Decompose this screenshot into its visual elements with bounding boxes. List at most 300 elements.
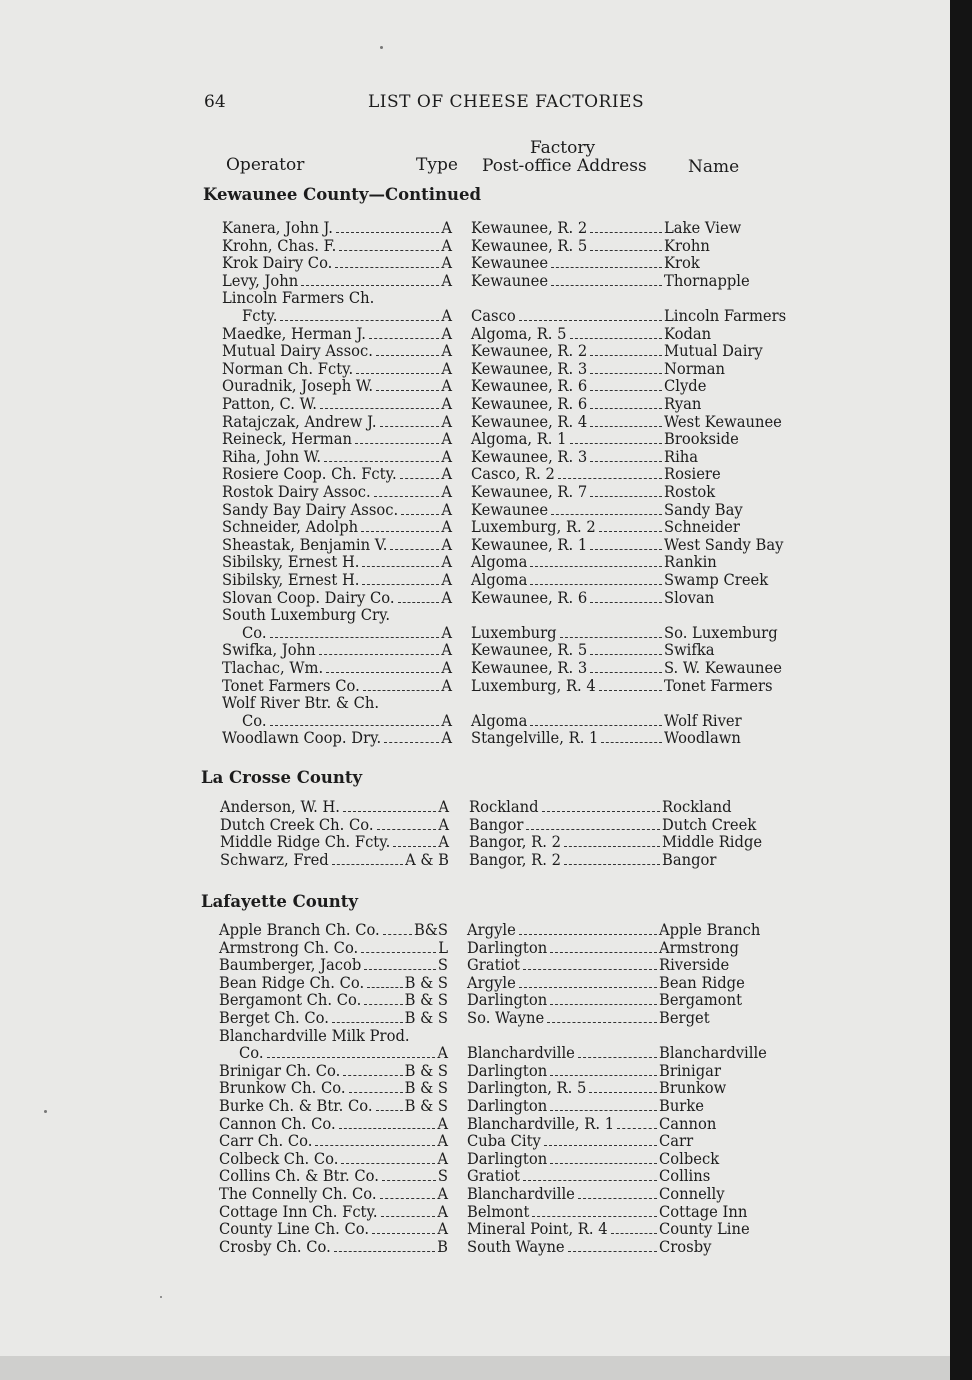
factory-name: Krohn xyxy=(664,235,710,255)
leader-dots xyxy=(551,274,662,286)
leader-dots xyxy=(558,467,662,479)
leader-dots xyxy=(376,379,439,391)
operator-name: Krok Dairy Co. xyxy=(222,253,333,273)
operator-name: Lincoln Farmers Ch. xyxy=(222,288,375,308)
post-office-address: Blanchardville xyxy=(467,1043,575,1063)
leader-dots xyxy=(362,555,439,567)
factory-type: A xyxy=(441,323,452,343)
leader-dots xyxy=(280,309,439,321)
factory-name: Bergamont xyxy=(659,990,742,1010)
factory-name: Krok xyxy=(664,253,700,273)
factory-type: A xyxy=(441,552,452,572)
leader-dots xyxy=(336,221,439,233)
leader-dots xyxy=(551,503,662,515)
leader-dots xyxy=(349,1081,403,1093)
leader-dots xyxy=(530,555,662,567)
factory-type: A xyxy=(438,832,449,852)
factory-type: A xyxy=(441,710,452,730)
post-office-address: Kewaunee, R. 1 xyxy=(471,534,588,554)
post-office-address: Algoma, R. 1 xyxy=(471,429,567,449)
factory-type: A xyxy=(441,728,452,748)
leader-dots xyxy=(384,731,439,743)
factory-name: Riha xyxy=(664,446,699,466)
leader-dots xyxy=(382,1169,436,1181)
post-office-address: South Wayne xyxy=(467,1236,565,1256)
factory-type: A xyxy=(438,797,449,816)
post-office-address: Algoma xyxy=(471,552,528,572)
factory-name: Woodlawn xyxy=(664,728,741,748)
page-number: 64 xyxy=(204,92,226,112)
factory-name: Carr xyxy=(659,1131,694,1151)
factory-type: A xyxy=(441,218,452,237)
column-header-post-office: Post-office Address xyxy=(482,156,647,176)
leader-dots xyxy=(380,415,440,427)
operator-name: Crosby Ch. Co. xyxy=(219,1236,331,1256)
factory-type: B & S xyxy=(404,1078,448,1098)
operator-name: Sandy Bay Dairy Assoc. xyxy=(222,499,399,519)
leader-dots xyxy=(376,344,439,356)
leader-dots xyxy=(332,853,403,865)
scan-border xyxy=(950,0,972,1380)
factory-name: Thornapple xyxy=(664,270,750,290)
post-office-address: Kewaunee, R. 2 xyxy=(471,218,588,237)
post-office-address: Bangor xyxy=(469,814,524,834)
leader-dots xyxy=(590,485,662,497)
operator-name: Baumberger, Jacob xyxy=(219,955,362,975)
leader-dots xyxy=(519,923,657,935)
leader-dots xyxy=(590,362,662,374)
operator-name: Apple Branch Ch. Co. xyxy=(219,920,380,939)
leader-dots xyxy=(401,503,439,515)
factory-type: A xyxy=(441,306,452,325)
operator-name: Levy, John xyxy=(222,270,299,290)
operator-name: Bergamont Ch. Co. xyxy=(219,990,362,1010)
leader-dots xyxy=(544,1134,657,1146)
leader-dots xyxy=(380,1187,436,1199)
operator-name: Brinigar Ch. Co. xyxy=(219,1060,341,1080)
post-office-address: Bangor, R. 2 xyxy=(469,832,561,852)
factory-name: Mutual Dairy xyxy=(664,341,763,361)
factory-type: A xyxy=(441,675,452,695)
operator-name: Norman Ch. Fcty. xyxy=(222,358,354,378)
post-office-address: Algoma xyxy=(471,710,528,730)
factory-name: Apple Branch xyxy=(659,920,761,939)
factory-type: A xyxy=(441,587,452,607)
factory-name: Connelly xyxy=(659,1184,725,1203)
leader-dots xyxy=(526,818,660,830)
scan-border xyxy=(0,1356,950,1380)
post-office-address: Darlington xyxy=(467,1096,548,1115)
post-office-address: Kewaunee, R. 5 xyxy=(471,640,588,660)
factory-type: A & B xyxy=(405,849,449,869)
operator-name: Wolf River Btr. & Ch. xyxy=(222,693,380,713)
factory-type: A xyxy=(441,235,452,255)
leader-dots xyxy=(301,274,439,286)
factory-name: County Line xyxy=(659,1219,750,1239)
leader-dots xyxy=(383,923,412,935)
factory-type: B&S xyxy=(413,920,448,939)
section-title: La Crosse County xyxy=(201,768,363,787)
factory-type: B xyxy=(437,1236,448,1256)
operator-name: County Line Ch. Co. xyxy=(219,1219,370,1239)
operator-name: Burke Ch. & Btr. Co. xyxy=(219,1096,373,1115)
factory-type: B & S xyxy=(404,1060,448,1080)
leader-dots xyxy=(519,309,662,321)
post-office-address: Argyle xyxy=(467,972,516,992)
operator-name: Krohn, Chas. F. xyxy=(222,235,337,255)
leader-dots xyxy=(390,538,439,550)
post-office-address: Kewaunee, R. 2 xyxy=(471,341,588,361)
factory-type: S xyxy=(437,955,448,975)
factory-name: Cottage Inn xyxy=(659,1201,748,1221)
operator-name: Schwarz, Fred xyxy=(220,849,329,869)
factory-name: Bangor xyxy=(662,849,717,869)
factory-name: Burke xyxy=(659,1096,704,1115)
operator-name: Brunkow Ch. Co. xyxy=(219,1078,346,1098)
operator-name: Swifka, John xyxy=(222,640,316,660)
factory-name: S. W. Kewaunee xyxy=(664,658,782,677)
operator-name: Cannon Ch. Co. xyxy=(219,1113,336,1133)
post-office-address: Kewaunee, R. 3 xyxy=(471,358,588,378)
leader-dots xyxy=(369,327,439,339)
leader-dots xyxy=(601,731,662,743)
post-office-address: Belmont xyxy=(467,1201,530,1221)
leader-dots xyxy=(315,1134,435,1146)
factory-name: Clyde xyxy=(664,376,707,396)
leader-dots xyxy=(568,1240,657,1252)
leader-dots xyxy=(599,520,662,532)
leader-dots xyxy=(560,626,662,638)
leader-dots xyxy=(590,397,662,409)
factory-name: Brinigar xyxy=(659,1060,721,1080)
operator-name: Riha, John W. xyxy=(222,446,322,466)
post-office-address: Cuba City xyxy=(467,1131,541,1151)
leader-dots xyxy=(530,573,662,585)
leader-dots xyxy=(617,1117,657,1129)
leader-dots xyxy=(550,1152,657,1164)
post-office-address: Kewaunee xyxy=(471,253,549,273)
factory-type: B & S xyxy=(404,990,448,1010)
leader-dots xyxy=(377,818,437,830)
operator-name: Sibilsky, Ernest H. xyxy=(222,552,360,572)
post-office-address: Stangelville, R. 1 xyxy=(471,728,599,748)
factory-type: A xyxy=(441,640,452,660)
factory-type: A xyxy=(437,1219,448,1239)
post-office-address: Luxemburg xyxy=(471,622,557,642)
post-office-address: Casco, R. 2 xyxy=(471,464,555,484)
factory-name: Lake View xyxy=(664,218,742,237)
leader-dots xyxy=(381,1205,436,1217)
operator-name: Armstrong Ch. Co. xyxy=(219,937,359,957)
post-office-address: Darlington xyxy=(467,1060,548,1080)
leader-dots xyxy=(361,941,436,953)
leader-dots xyxy=(532,1205,657,1217)
factory-name: Brunkow xyxy=(659,1078,727,1098)
factory-type: A xyxy=(441,376,452,396)
operator-name: Maedke, Herman J. xyxy=(222,323,366,343)
leader-dots xyxy=(339,239,439,251)
paper-speck xyxy=(160,1296,162,1298)
operator-name-continued: Co. xyxy=(242,710,267,730)
leader-dots xyxy=(364,958,436,970)
post-office-address: Darlington, R. 5 xyxy=(467,1078,587,1098)
leader-dots xyxy=(590,450,662,462)
leader-dots xyxy=(590,591,662,603)
leader-dots xyxy=(590,379,662,391)
factory-name: Schneider xyxy=(664,517,740,537)
post-office-address: Blanchardville xyxy=(467,1184,575,1203)
leader-dots xyxy=(590,661,662,673)
column-header-type: Type xyxy=(416,155,458,175)
leader-dots xyxy=(599,679,662,691)
leader-dots xyxy=(320,397,439,409)
operator-name: Cottage Inn Ch. Fcty. xyxy=(219,1201,378,1221)
leader-dots xyxy=(590,643,662,655)
leader-dots xyxy=(374,485,440,497)
factory-name: Dutch Creek xyxy=(662,814,757,834)
factory-type: A xyxy=(441,570,452,589)
leader-dots xyxy=(564,853,660,865)
factory-name: Crosby xyxy=(659,1236,712,1256)
leader-dots xyxy=(570,327,662,339)
leader-dots xyxy=(355,432,439,444)
leader-dots xyxy=(564,835,660,847)
factory-name: Berget xyxy=(659,1008,710,1027)
leader-dots xyxy=(356,362,439,374)
leader-dots xyxy=(363,679,440,691)
leader-dots xyxy=(343,800,436,812)
factory-name: Lincoln Farmers xyxy=(664,306,787,325)
factory-type: B & S xyxy=(404,1096,448,1115)
leader-dots xyxy=(542,800,660,812)
factory-type: S xyxy=(437,1166,448,1186)
operator-name: Kanera, John J. xyxy=(222,218,333,237)
factory-name: West Sandy Bay xyxy=(664,534,784,554)
factory-type: A xyxy=(441,358,452,378)
factory-name: Sandy Bay xyxy=(664,499,743,519)
post-office-address: Kewaunee, R. 6 xyxy=(471,376,588,396)
section-title: Kewaunee County—Continued xyxy=(203,185,481,204)
leader-dots xyxy=(590,221,662,233)
leader-dots xyxy=(376,1099,403,1111)
leader-dots xyxy=(267,1046,436,1058)
leader-dots xyxy=(393,835,436,847)
operator-name: Dutch Creek Ch. Co. xyxy=(220,814,374,834)
leader-dots xyxy=(335,256,439,268)
leader-dots xyxy=(550,993,657,1005)
factory-name: Rankin xyxy=(664,552,717,572)
factory-type: A xyxy=(441,253,452,273)
leader-dots xyxy=(590,239,662,251)
operator-name: South Luxemburg Cry. xyxy=(222,605,391,625)
leader-dots xyxy=(578,1187,657,1199)
page-title: LIST OF CHEESE FACTORIES xyxy=(368,92,645,112)
factory-name: Blanchardville xyxy=(659,1043,767,1063)
column-header-name: Name xyxy=(688,157,740,177)
operator-name: Sheastak, Benjamin V. xyxy=(222,534,388,554)
post-office-address: Kewaunee, R. 3 xyxy=(471,446,588,466)
leader-dots xyxy=(523,958,657,970)
factory-name: Tonet Farmers xyxy=(664,675,773,695)
operator-name: Schneider, Adolph xyxy=(222,517,359,537)
post-office-address: Kewaunee xyxy=(471,499,549,519)
leader-dots xyxy=(398,591,440,603)
operator-name: Slovan Coop. Dairy Co. xyxy=(222,587,395,607)
paper-speck xyxy=(44,1110,47,1113)
post-office-address: Kewaunee, R. 7 xyxy=(471,482,588,501)
factory-name: Rosiere xyxy=(664,464,721,484)
post-office-address: Gratiot xyxy=(467,955,520,975)
operator-name: Patton, C. W. xyxy=(222,394,317,413)
leader-dots xyxy=(326,661,439,673)
post-office-address: Kewaunee, R. 6 xyxy=(471,394,588,413)
factory-name: Brookside xyxy=(664,429,739,449)
leader-dots xyxy=(547,1011,657,1023)
factory-name: Swamp Creek xyxy=(664,570,769,589)
factory-type: B & S xyxy=(404,972,448,992)
column-header-factory: Factory xyxy=(530,138,596,158)
factory-type: A xyxy=(441,446,452,466)
leader-dots xyxy=(578,1046,657,1058)
factory-name: Armstrong xyxy=(659,937,739,957)
section-title: Lafayette County xyxy=(201,892,358,911)
leader-dots xyxy=(341,1152,435,1164)
column-header-operator: Operator xyxy=(226,155,305,175)
factory-type: A xyxy=(437,1131,448,1151)
leader-dots xyxy=(324,450,439,462)
leader-dots xyxy=(334,1240,435,1252)
leader-dots xyxy=(523,1169,657,1181)
factory-type: A xyxy=(441,482,452,501)
leader-dots xyxy=(590,538,662,550)
operator-name: Sibilsky, Ernest H. xyxy=(222,570,360,589)
factory-name: Colbeck xyxy=(659,1148,720,1168)
post-office-address: Darlington xyxy=(467,990,548,1010)
factory-name: Swifka xyxy=(664,640,715,660)
leader-dots xyxy=(400,467,440,479)
leader-dots xyxy=(372,1222,435,1234)
post-office-address: Kewaunee, R. 6 xyxy=(471,587,588,607)
factory-name: Cannon xyxy=(659,1113,717,1133)
leader-dots xyxy=(550,1099,657,1111)
factory-type: A xyxy=(438,814,449,834)
factory-type: B & S xyxy=(404,1008,448,1027)
factory-name: Rockland xyxy=(662,797,732,816)
leader-dots xyxy=(550,1064,657,1076)
post-office-address: Mineral Point, R. 4 xyxy=(467,1219,608,1239)
factory-name: Middle Ridge xyxy=(662,832,763,852)
post-office-address: Luxemburg, R. 2 xyxy=(471,517,596,537)
factory-name: Kodan xyxy=(664,323,712,343)
leader-dots xyxy=(332,1011,403,1023)
leader-dots xyxy=(343,1064,402,1076)
operator-name-continued: Fcty. xyxy=(242,306,278,325)
leader-dots xyxy=(570,432,662,444)
operator-name-continued: Co. xyxy=(242,622,267,642)
leader-dots xyxy=(270,714,440,726)
factory-type: A xyxy=(437,1113,448,1133)
factory-type: A xyxy=(437,1184,448,1203)
leader-dots xyxy=(364,993,402,1005)
operator-name: Bean Ridge Ch. Co. xyxy=(219,972,365,992)
factory-type: A xyxy=(441,499,452,519)
post-office-address: Bangor, R. 2 xyxy=(469,849,561,869)
leader-dots xyxy=(362,573,439,585)
leader-dots xyxy=(361,520,439,532)
leader-dots xyxy=(270,626,440,638)
leader-dots xyxy=(550,941,657,953)
factory-type: A xyxy=(441,534,452,554)
operator-name: Reineck, Herman xyxy=(222,429,353,449)
leader-dots xyxy=(367,976,402,988)
post-office-address: Argyle xyxy=(467,920,516,939)
post-office-address: Kewaunee xyxy=(471,270,549,290)
operator-name: Rostok Dairy Assoc. xyxy=(222,482,371,501)
post-office-address: Darlington xyxy=(467,1148,548,1168)
post-office-address: Kewaunee, R. 4 xyxy=(471,411,588,431)
factory-type: A xyxy=(441,517,452,537)
operator-name: Middle Ridge Ch. Fcty. xyxy=(220,832,391,852)
post-office-address: Kewaunee, R. 5 xyxy=(471,235,588,255)
post-office-address: Algoma, R. 5 xyxy=(471,323,567,343)
post-office-address: Blanchardville, R. 1 xyxy=(467,1113,615,1133)
factory-type: A xyxy=(441,394,452,413)
operator-name: Collins Ch. & Btr. Co. xyxy=(219,1166,379,1186)
post-office-address: Algoma xyxy=(471,570,528,589)
factory-type: A xyxy=(437,1201,448,1221)
operator-name: Berget Ch. Co. xyxy=(219,1008,329,1027)
leader-dots xyxy=(590,415,662,427)
factory-name: Norman xyxy=(664,358,725,378)
factory-name: Slovan xyxy=(664,587,715,607)
factory-type: A xyxy=(441,622,452,642)
leader-dots xyxy=(530,714,662,726)
operator-name: Ratajczak, Andrew J. xyxy=(222,411,377,431)
leader-dots xyxy=(611,1222,657,1234)
factory-type: A xyxy=(441,429,452,449)
operator-name: Anderson, W. H. xyxy=(220,797,340,816)
operator-name: Ouradnik, Joseph W. xyxy=(222,376,374,396)
leader-dots xyxy=(519,976,657,988)
factory-type: A xyxy=(441,658,452,677)
paper-speck xyxy=(380,46,383,49)
leader-dots xyxy=(319,643,440,655)
factory-name: Bean Ridge xyxy=(659,972,745,992)
operator-name: Tlachac, Wm. xyxy=(222,658,324,677)
factory-name: Collins xyxy=(659,1166,711,1186)
factory-type: L xyxy=(438,937,448,957)
post-office-address: Darlington xyxy=(467,937,548,957)
leader-dots xyxy=(551,256,662,268)
factory-type: A xyxy=(441,464,452,484)
post-office-address: Luxemburg, R. 4 xyxy=(471,675,596,695)
post-office-address: Casco xyxy=(471,306,516,325)
factory-type: A xyxy=(441,411,452,431)
operator-name: Tonet Farmers Co. xyxy=(222,675,360,695)
operator-name: Mutual Dairy Assoc. xyxy=(222,341,373,361)
operator-name: Blanchardville Milk Prod. xyxy=(219,1025,410,1045)
operator-name: Carr Ch. Co. xyxy=(219,1131,313,1151)
factory-name: West Kewaunee xyxy=(664,411,782,431)
operator-name: Colbeck Ch. Co. xyxy=(219,1148,339,1168)
post-office-address: So. Wayne xyxy=(467,1008,545,1027)
factory-type: A xyxy=(437,1148,448,1168)
factory-type: A xyxy=(441,341,452,361)
factory-name: Wolf River xyxy=(664,710,742,730)
factory-type: A xyxy=(441,270,452,290)
post-office-address: Kewaunee, R. 3 xyxy=(471,658,588,677)
factory-name: Riverside xyxy=(659,955,730,975)
